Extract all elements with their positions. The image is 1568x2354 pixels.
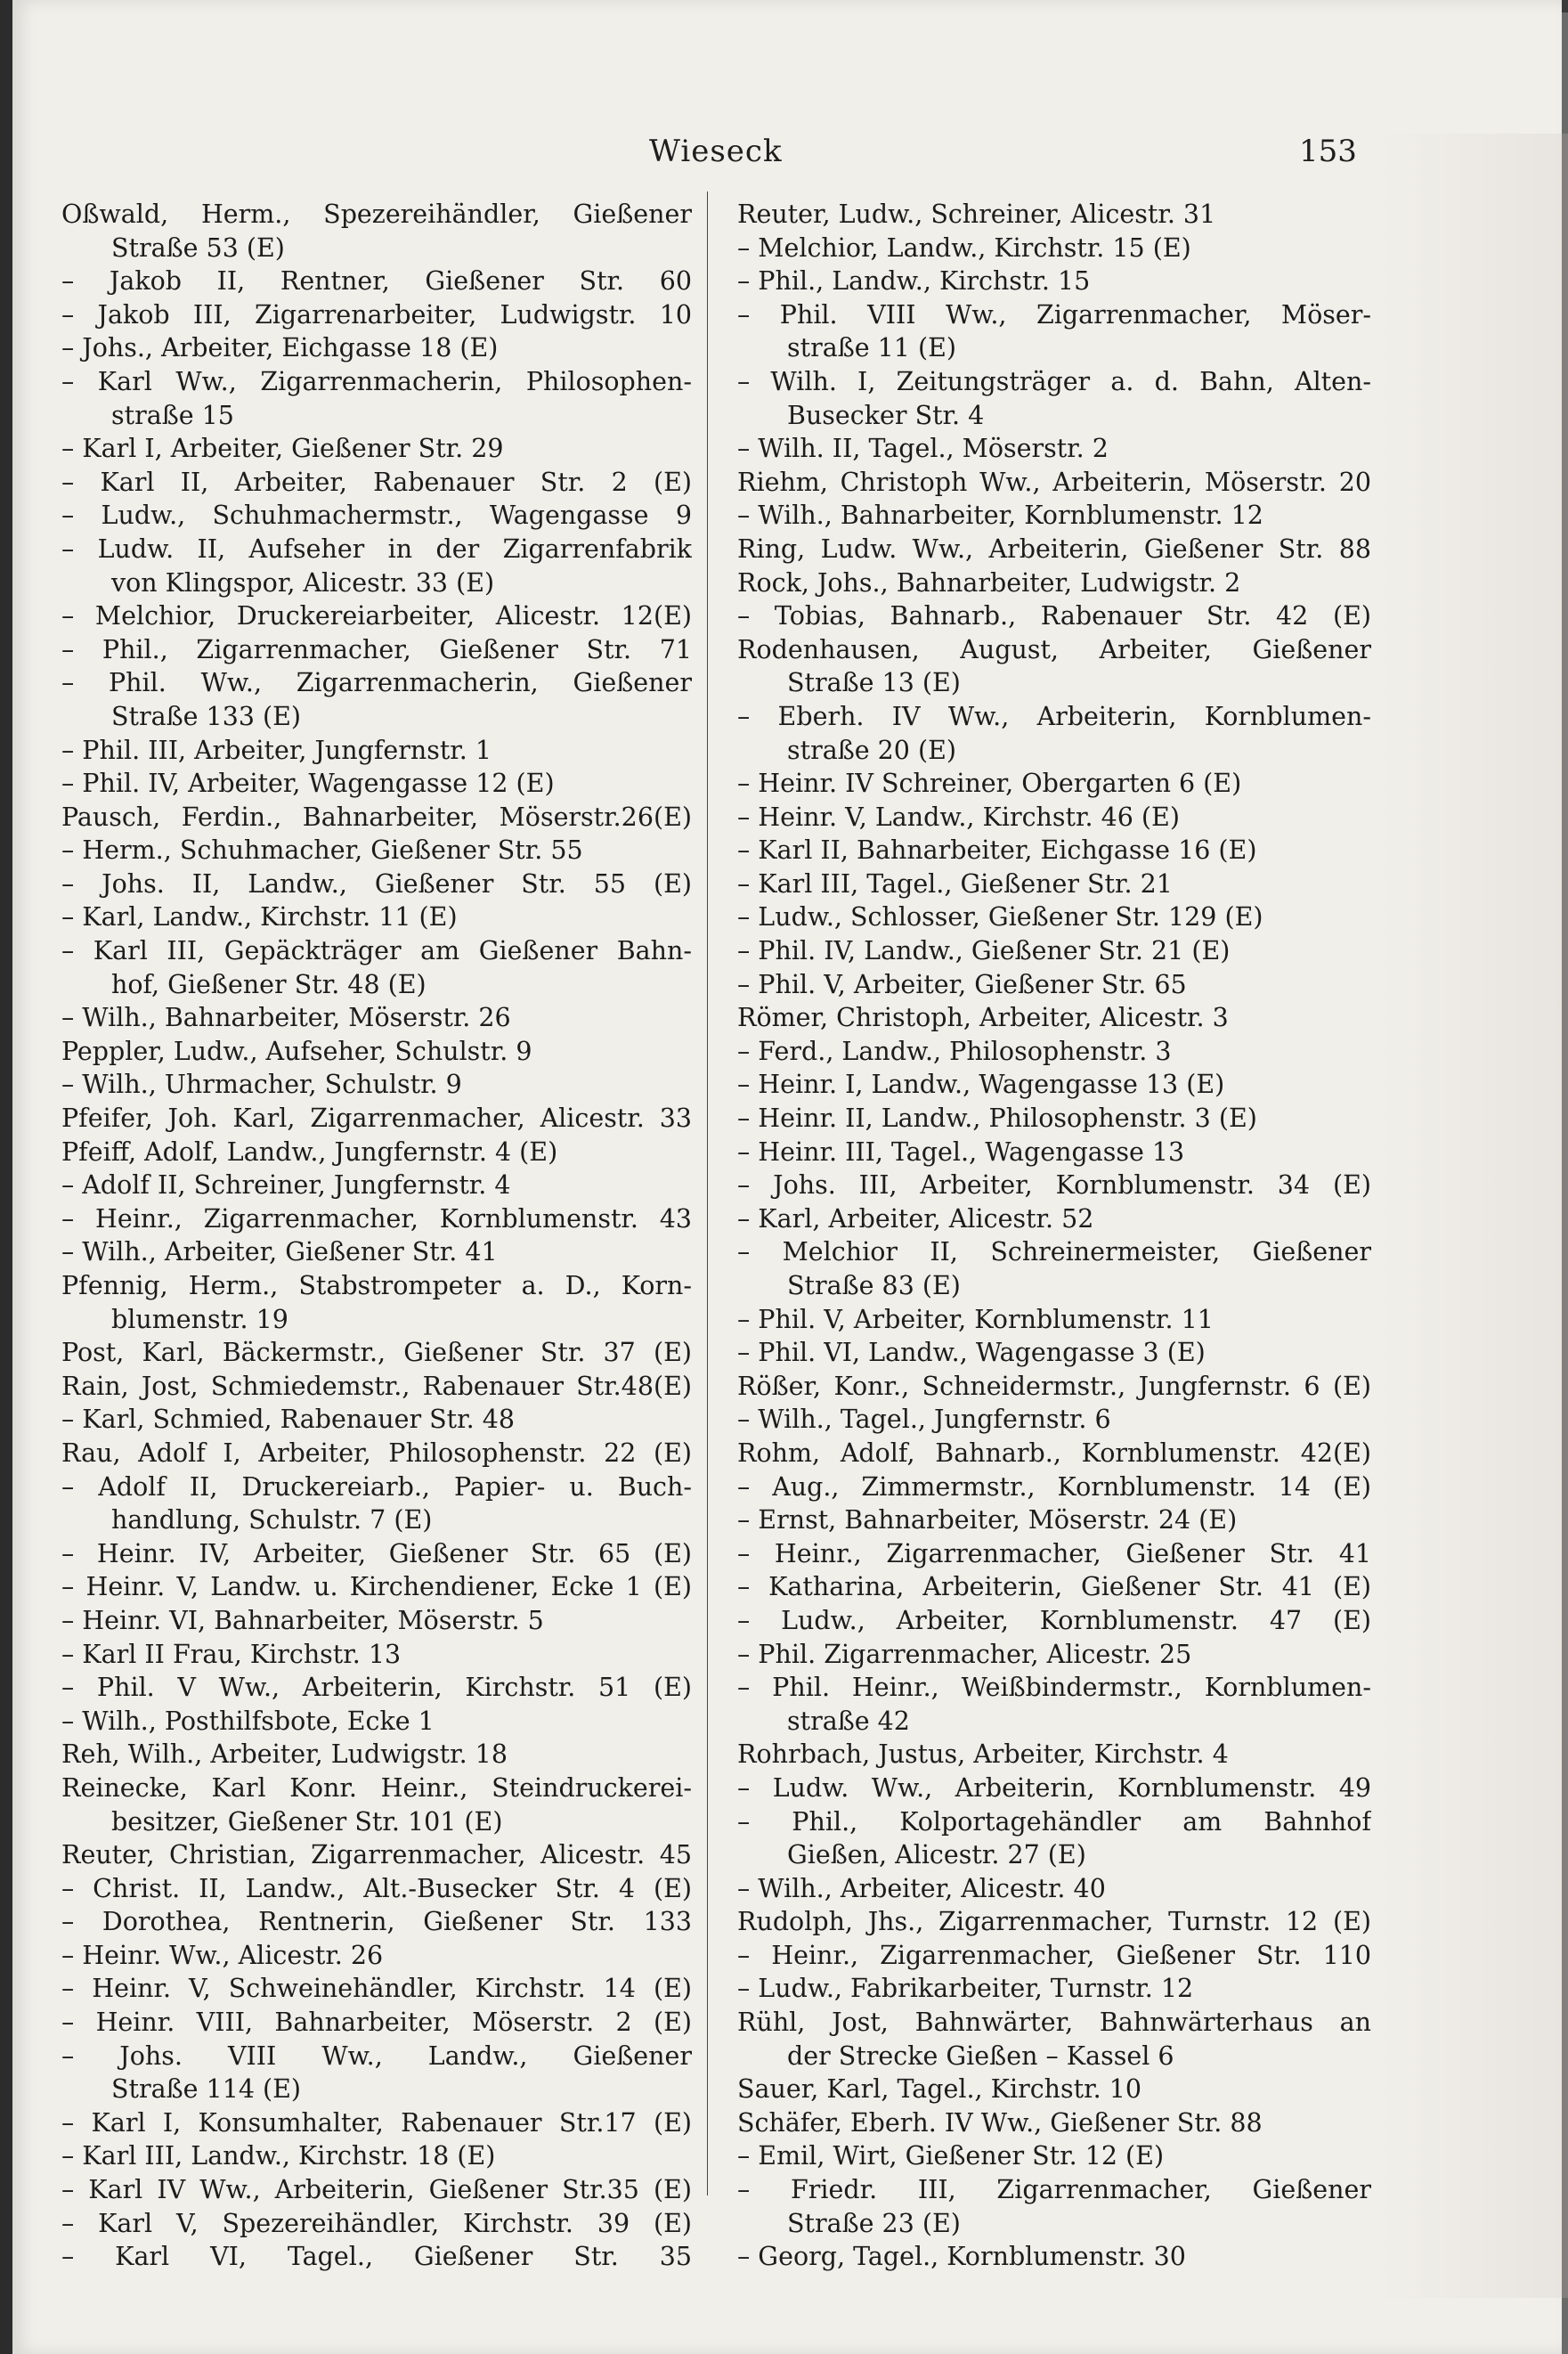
directory-line: – Wilh., Arbeiter, Alicestr. 40 (737, 1873, 1106, 1903)
directory-line: hof, Gießener Str. 48 (E) (111, 969, 427, 999)
directory-line: Reinecke, Karl Konr. Heinr., Steindruckerei- (61, 1772, 692, 1803)
directory-line: – Ludw. II, Aufseher in der Zigarrenfabrik (61, 534, 692, 564)
directory-line: – Melchior II, Schreinermeister, Gießener (737, 1237, 1371, 1267)
directory-line: Rain, Jost, Schmiedemstr., Rabenauer Str.48(E) (61, 1371, 692, 1401)
directory-line: Post, Karl, Bäckermstr., Gießener Str. 37 (E) (61, 1338, 692, 1368)
directory-line: – Wilh., Bahnarbeiter, Kornblumenstr. 12 (737, 501, 1263, 531)
directory-line: Gießen, Alicestr. 27 (E) (787, 1840, 1086, 1870)
directory-line: Straße 13 (E) (787, 668, 961, 698)
directory-line: – Karl, Arbeiter, Alicestr. 52 (737, 1203, 1094, 1234)
directory-line: – Heinr. Ww., Alicestr. 26 (61, 1940, 384, 1970)
directory-line: – Heinr. V, Schweinehändler, Kirchstr. 14 (E) (61, 1974, 692, 2004)
directory-line: – Johs. II, Landw., Gießener Str. 55 (E) (61, 868, 692, 899)
directory-line: – Adolf II, Schreiner, Jungfernstr. 4 (61, 1170, 511, 1201)
directory-line: – Karl III, Landw., Kirchstr. 18 (E) (61, 2141, 496, 2171)
directory-line: blumenstr. 19 (111, 1304, 288, 1334)
directory-line: Rock, Johs., Bahnarbeiter, Ludwigstr. 2 (737, 567, 1241, 598)
directory-line: – Ludw., Schuhmachermstr., Wagengasse 9 (61, 501, 692, 531)
directory-line: – Phil. III, Arbeiter, Jungfernstr. 1 (61, 735, 492, 765)
directory-line: – Tobias, Bahnarb., Rabenauer Str. 42 (E) (737, 601, 1371, 631)
facing-page-shadow (1379, 134, 1568, 2298)
directory-line: – Ludw., Schlosser, Gießener Str. 129 (E) (737, 902, 1263, 933)
directory-line: – Karl II, Arbeiter, Rabenauer Str. 2 (E) (61, 467, 692, 497)
directory-line: – Karl I, Arbeiter, Gießener Str. 29 (61, 434, 504, 464)
directory-line: Straße 83 (E) (787, 1271, 961, 1300)
directory-line: – Heinr. IV Schreiner, Obergarten 6 (E) (737, 769, 1242, 799)
directory-line: – Ludw., Arbeiter, Kornblumenstr. 47 (E) (737, 1605, 1371, 1635)
directory-line: – Heinr. VIII, Bahnarbeiter, Möserstr. 2 (E) (61, 2008, 692, 2038)
directory-line: – Heinr. III, Tagel., Wagengasse 13 (737, 1136, 1185, 1167)
directory-line: – Karl IV Ww., Arbeiterin, Gießener Str.35 (E) (61, 2175, 692, 2205)
directory-line: Ring, Ludw. Ww., Arbeiterin, Gießener Str. 88 (737, 534, 1371, 564)
directory-line: – Karl, Schmied, Rabenauer Str. 48 (61, 1405, 515, 1435)
directory-line: – Phil. Zigarrenmacher, Alicestr. 25 (737, 1639, 1192, 1669)
directory-line: – Wilh., Bahnarbeiter, Möserstr. 26 (61, 1003, 511, 1033)
directory-line: – Heinr. IV, Arbeiter, Gießener Str. 65 (E) (61, 1538, 692, 1568)
directory-line: Busecker Str. 4 (787, 400, 985, 430)
directory-line: Peppler, Ludw., Aufseher, Schulstr. 9 (61, 1036, 532, 1066)
directory-line: – Friedr. III, Zigarrenmacher, Gießener (737, 2175, 1371, 2205)
directory-line: Sauer, Karl, Tagel., Kirchstr. 10 (737, 2074, 1141, 2105)
directory-line: Pfeifer, Joh. Karl, Zigarrenmacher, Alicestr. 33 (61, 1104, 692, 1134)
directory-line: besitzer, Gießener Str. 101 (E) (111, 1806, 503, 1837)
directory-line: – Wilh., Tagel., Jungfernstr. 6 (737, 1405, 1111, 1435)
directory-line: – Herm., Schuhmacher, Gießener Str. 55 (61, 835, 583, 866)
directory-line: Rudolph, Jhs., Zigarrenmacher, Turnstr. 12 (E) (737, 1907, 1371, 1937)
directory-line: – Heinr. V, Landw. u. Kirchendiener, Ecke 1 (E) (61, 1572, 692, 1602)
directory-line: – Ferd., Landw., Philosophenstr. 3 (737, 1036, 1172, 1066)
directory-line: – Georg, Tagel., Kornblumenstr. 30 (737, 2242, 1186, 2272)
directory-line: – Eberh. IV Ww., Arbeiterin, Kornblumen- (737, 701, 1371, 731)
directory-line: Rößer, Konr., Schneidermstr., Jungfernstr. 6 (E) (737, 1371, 1371, 1401)
directory-line: – Wilh., Posthilfsbote, Ecke 1 (61, 1706, 435, 1736)
directory-line: – Adolf II, Druckereiarb., Papier- u. Buch- (61, 1471, 692, 1502)
directory-line: – Phil., Zigarrenmacher, Gießener Str. 71 (61, 634, 692, 664)
directory-line: handlung, Schulstr. 7 (E) (111, 1505, 433, 1535)
directory-line: straße 42 (787, 1706, 910, 1736)
directory-line: – Phil., Kolportagehändler am Bahnhof (737, 1806, 1371, 1837)
directory-line: – Heinr., Zigarrenmacher, Kornblumenstr. 43 (61, 1203, 692, 1234)
directory-line: – Karl III, Gepäckträger am Gießener Bahn- (61, 936, 692, 966)
directory-line: – Melchior, Druckereiarbeiter, Alicestr. 12(E) (61, 601, 692, 631)
directory-line: Straße 133 (E) (111, 701, 302, 731)
directory-line: – Phil., Landw., Kirchstr. 15 (737, 266, 1091, 297)
directory-line: – Phil. V, Arbeiter, Kornblumenstr. 11 (737, 1304, 1214, 1334)
directory-line: – Karl II, Bahnarbeiter, Eichgasse 16 (E) (737, 835, 1257, 866)
directory-line: – Johs. III, Arbeiter, Kornblumenstr. 34 (E) (737, 1170, 1371, 1201)
column-divider (707, 191, 708, 2195)
directory-line: – Karl Ww., Zigarrenmacherin, Philosophen- (61, 366, 692, 396)
directory-line: – Heinr., Zigarrenmacher, Gießener Str. 110 (737, 1940, 1371, 1970)
directory-line: – Wilh. I, Zeitungsträger a. d. Bahn, Alten- (737, 366, 1371, 396)
directory-line: der Strecke Gießen – Kassel 6 (787, 2040, 1174, 2071)
document-page (12, 0, 1562, 2354)
directory-line: – Jakob II, Rentner, Gießener Str. 60 (61, 266, 692, 297)
directory-line: Pfennig, Herm., Stabstrompeter a. D., Korn- (61, 1271, 692, 1300)
directory-line: – Heinr., Zigarrenmacher, Gießener Str. 41 (737, 1538, 1371, 1568)
directory-line: Reuter, Ludw., Schreiner, Alicestr. 31 (737, 200, 1216, 229)
directory-line: – Karl II Frau, Kirchstr. 13 (61, 1639, 402, 1669)
directory-line: – Phil. VI, Landw., Wagengasse 3 (E) (737, 1338, 1206, 1368)
directory-line: Rodenhausen, August, Arbeiter, Gießener (737, 634, 1371, 664)
directory-line: Rühl, Jost, Bahnwärter, Bahnwärterhaus an (737, 2008, 1371, 2038)
directory-line: Pausch, Ferdin., Bahnarbeiter, Möserstr.26(E) (61, 802, 692, 832)
directory-line: – Karl I, Konsumhalter, Rabenauer Str.17 (E) (61, 2107, 692, 2138)
page-number: 153 (1299, 134, 1357, 169)
directory-line: – Johs. VIII Ww., Landw., Gießener (61, 2040, 692, 2071)
directory-line: Schäfer, Eberh. IV Ww., Gießener Str. 88 (737, 2107, 1263, 2138)
directory-line: – Phil. Heinr., Weißbindermstr., Kornblumen- (737, 1673, 1371, 1703)
page-header (12, 134, 1366, 178)
directory-line: – Phil. V Ww., Arbeiterin, Kirchstr. 51 (E) (61, 1673, 692, 1703)
directory-line: – Phil. VIII Ww., Zigarrenmacher, Möser- (737, 299, 1371, 330)
directory-line: – Dorothea, Rentnerin, Gießener Str. 133 (61, 1907, 692, 1937)
directory-line: Rohrbach, Justus, Arbeiter, Kirchstr. 4 (737, 1739, 1229, 1770)
directory-line: – Ludw., Fabrikarbeiter, Turnstr. 12 (737, 1974, 1194, 2004)
directory-line: – Ludw. Ww., Arbeiterin, Kornblumenstr. 49 (737, 1772, 1371, 1803)
directory-line: – Wilh., Arbeiter, Gießener Str. 41 (61, 1237, 498, 1267)
left-column (61, 198, 692, 2274)
directory-line: straße 15 (111, 400, 234, 430)
directory-line: straße 11 (E) (787, 333, 957, 363)
directory-line: – Karl III, Tagel., Gießener Str. 21 (737, 868, 1173, 899)
directory-line: – Aug., Zimmermstr., Kornblumenstr. 14 (E) (737, 1471, 1371, 1502)
directory-line: straße 20 (E) (787, 735, 957, 765)
directory-line: – Ernst, Bahnarbeiter, Möserstr. 24 (E) (737, 1505, 1238, 1535)
directory-line: – Karl, Landw., Kirchstr. 11 (E) (61, 902, 458, 933)
directory-line: Straße 114 (E) (111, 2074, 302, 2105)
directory-line: von Klingspor, Alicestr. 33 (E) (111, 567, 495, 598)
directory-line: Straße 23 (E) (787, 2208, 961, 2238)
directory-line: Römer, Christoph, Arbeiter, Alicestr. 3 (737, 1003, 1229, 1033)
directory-line: Reuter, Christian, Zigarrenmacher, Alicestr. 45 (61, 1840, 692, 1870)
directory-line: – Johs., Arbeiter, Eichgasse 18 (E) (61, 333, 499, 363)
directory-line: Riehm, Christoph Ww., Arbeiterin, Möserstr. 20 (737, 467, 1371, 497)
right-column (737, 198, 1371, 2274)
directory-line: – Wilh., Uhrmacher, Schulstr. 9 (61, 1070, 462, 1100)
directory-line: – Phil. IV, Landw., Gießener Str. 21 (E) (737, 936, 1231, 966)
directory-line: Rohm, Adolf, Bahnarb., Kornblumenstr. 42(E) (737, 1438, 1371, 1468)
directory-line: Reh, Wilh., Arbeiter, Ludwigstr. 18 (61, 1739, 508, 1770)
directory-line: – Christ. II, Landw., Alt.-Busecker Str. 4 (E) (61, 1873, 692, 1903)
directory-line: Straße 53 (E) (111, 232, 285, 263)
directory-line: – Heinr. I, Landw., Wagengasse 13 (E) (737, 1070, 1225, 1100)
directory-line: Rau, Adolf I, Arbeiter, Philosophenstr. 22 (E) (61, 1438, 692, 1468)
directory-line: – Heinr. V, Landw., Kirchstr. 46 (E) (737, 802, 1180, 832)
directory-line: Pfeiff, Adolf, Landw., Jungfernstr. 4 (E) (61, 1136, 558, 1167)
directory-line: – Melchior, Landw., Kirchstr. 15 (E) (737, 232, 1191, 263)
directory-line: – Phil. V, Arbeiter, Gießener Str. 65 (737, 969, 1187, 999)
directory-line: – Phil. Ww., Zigarrenmacherin, Gießener (61, 668, 692, 698)
directory-line: – Karl V, Spezereihändler, Kirchstr. 39 (E) (61, 2208, 692, 2238)
page-title: Wieseck (649, 134, 783, 169)
directory-line: – Heinr. II, Landw., Philosophenstr. 3 (E) (737, 1104, 1257, 1134)
directory-line: – Katharina, Arbeiterin, Gießener Str. 41 (E) (737, 1572, 1371, 1602)
directory-line: – Phil. IV, Arbeiter, Wagengasse 12 (E) (61, 769, 555, 799)
directory-line: – Wilh. II, Tagel., Möserstr. 2 (737, 434, 1109, 464)
directory-line: – Heinr. VI, Bahnarbeiter, Möserstr. 5 (61, 1605, 544, 1635)
directory-line: – Emil, Wirt, Gießener Str. 12 (E) (737, 2141, 1165, 2171)
directory-line: Oßwald, Herm., Spezereihändler, Gießener (61, 200, 692, 229)
directory-line: – Karl VI, Tagel., Gießener Str. 35 (61, 2242, 692, 2272)
directory-line: – Jakob III, Zigarrenarbeiter, Ludwigstr. 10 (61, 299, 692, 330)
